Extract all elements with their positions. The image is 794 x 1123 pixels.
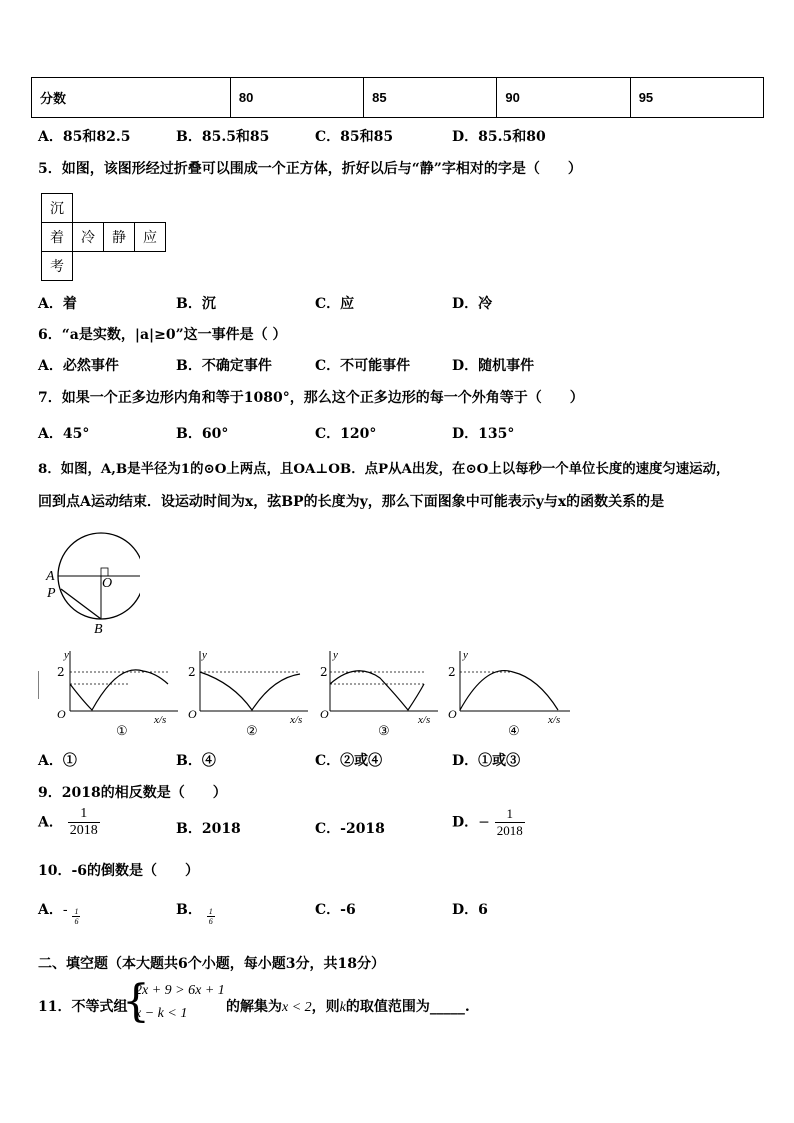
curve (460, 671, 558, 710)
q5-option-d: D．冷 (452, 296, 493, 312)
minus-sign: − (478, 814, 490, 831)
q6-option-c: C．不可能事件 (315, 358, 411, 374)
net-cell: 静 (104, 223, 135, 252)
q8-option-c: C．②或④ (315, 753, 383, 769)
origin-label: O (188, 707, 197, 721)
label-a: A (46, 569, 55, 584)
fraction (72, 907, 80, 926)
net-cell: 冷 (73, 223, 104, 252)
table-cell: 90 (497, 78, 630, 118)
q9-option-a (38, 806, 100, 839)
graph-id: ① (116, 724, 128, 739)
graph-2 (188, 649, 308, 739)
q9-option-d (452, 806, 525, 839)
numerator: 1 (74, 907, 79, 916)
q5-text: 5．如图，该图形经过折叠可以围成一个正方体，折好以后与“静”字相对的字是（ ） (38, 161, 582, 177)
q6-option-b: B．不确定事件 (176, 358, 272, 374)
q7-option-d: D．135° (452, 426, 515, 442)
tick-label-2: 2 (448, 665, 456, 679)
q4-option-b: B．85.5和85 (176, 129, 270, 145)
denominator: 6 (208, 917, 213, 926)
table-cell: 分数 (32, 78, 231, 118)
numerator: 1 (208, 907, 213, 916)
q10-text: 10．-6的倒数是（ ） (38, 863, 200, 879)
q11-text-1: 的解集为 (226, 999, 282, 1015)
q7-option-c: C．120° (315, 426, 377, 442)
label-p: P (47, 586, 56, 601)
circle-figure (40, 525, 140, 635)
graph-1 (57, 649, 178, 739)
x-axis-label: x/s (290, 714, 303, 726)
table-cell: 95 (630, 78, 763, 118)
net-cell: 应 (135, 223, 166, 252)
graph-3 (320, 649, 438, 739)
q5-option-c: C．应 (315, 296, 355, 312)
tick-label-2: 2 (57, 665, 65, 679)
q11-k: k (339, 1000, 346, 1015)
option-prefix: D． (452, 814, 479, 831)
q10-option-b (176, 899, 215, 926)
q7-option-b: B．60° (176, 426, 229, 442)
q9-option-c: C．-2018 (315, 821, 385, 837)
q10-option-d: D．6 (452, 902, 488, 918)
function-graphs (38, 643, 578, 743)
graph-id: ② (246, 724, 258, 739)
q6-option-d: D．随机事件 (452, 358, 535, 374)
table-row (32, 78, 764, 118)
option-prefix: A． (38, 902, 63, 918)
q6-option-a: A．必然事件 (38, 358, 119, 374)
q4-option-c: C．85和85 (315, 129, 394, 145)
graph-id: ④ (508, 724, 520, 739)
denominator: 2018 (69, 823, 98, 838)
q11-inequality-1: 2x + 9 > 6x + 1 (135, 983, 225, 998)
net-cell: 着 (42, 223, 73, 252)
y-label: y (463, 649, 468, 661)
table-cell: 85 (364, 78, 497, 118)
fraction (495, 806, 525, 839)
q7-option-a: A．45° (38, 426, 90, 442)
q4-option-d: D．85.5和80 (452, 129, 546, 145)
q8-text-line2: 回到点A运动结束．设运动时间为x，弦BP的长度为y，那么下面图象中可能表示y与x的函数关系的是 (38, 494, 665, 510)
numerator: 1 (80, 806, 88, 821)
graph-4 (448, 649, 570, 739)
score-table (31, 77, 764, 118)
numerator: 1 (506, 806, 513, 821)
q10-option-a (38, 899, 80, 926)
tick-label-2: 2 (320, 665, 328, 679)
y-label: y (64, 649, 69, 661)
origin-label: O (448, 707, 457, 721)
q11-text-3: 的取值范围为 (345, 999, 430, 1015)
net-cell-top: 沉 (42, 194, 73, 223)
q8-text-line1: 8．如图，A,B是半径为1的⊙O上两点，且OA⊥OB．点P从A出发，在⊙O上以每秒一个单位长度的速度匀速运动， (38, 461, 730, 477)
option-prefix: A． (38, 814, 63, 831)
y-label: y (202, 649, 207, 661)
x-axis-label: x/s (548, 714, 561, 726)
q9-option-b: B．2018 (176, 821, 241, 837)
x-axis-label: x/s (154, 714, 167, 726)
q5-option-a: A．着 (38, 296, 77, 312)
answer-blank[interactable]: _____ (429, 999, 465, 1015)
table-cell: 80 (230, 78, 363, 118)
curve (200, 672, 300, 710)
q6-text: 6．“a是实数，|a|≥0”这一事件是（ ） (38, 327, 287, 343)
q11-prefix: 11．不等式组 (38, 999, 128, 1015)
q8-option-a: A．① (38, 753, 77, 769)
q4-option-a: A．85和82.5 (38, 129, 131, 145)
denominator: 6 (74, 917, 79, 926)
q9-text: 9．2018的相反数是（ ） (38, 785, 227, 801)
label-o: O (102, 576, 113, 591)
fraction (207, 907, 215, 926)
option-prefix: B． (176, 902, 202, 918)
q5-option-b: B．沉 (176, 296, 216, 312)
origin-label: O (57, 707, 66, 721)
label-b: B (94, 622, 103, 635)
q8-option-b: B．④ (176, 753, 216, 769)
q11-middle (226, 996, 470, 1016)
x-axis-label: x/s (418, 714, 431, 726)
q10-option-c: C．-6 (315, 902, 356, 918)
system-brace: { (122, 976, 150, 1027)
tick-label-2: 2 (188, 665, 196, 679)
minus-sign: - (62, 902, 68, 918)
q11-end: . (464, 999, 470, 1015)
y-label: y (333, 649, 338, 661)
q11-solution: x < 2 (282, 1000, 312, 1015)
right-angle-mark (101, 568, 108, 576)
q7-text: 7．如果一个正多边形内角和等于1080°，那么这个正多边形的每一个外角等于（ ） (38, 390, 584, 406)
q8-option-d: D．①或③ (452, 753, 521, 769)
fraction (68, 806, 100, 839)
denominator: 2018 (496, 823, 523, 838)
net-cell-bottom: 考 (42, 252, 73, 281)
q11-inequality-2: x − k < 1 (135, 1006, 188, 1021)
curve (330, 671, 424, 710)
graph-id: ③ (378, 724, 390, 739)
cube-net (41, 193, 166, 281)
section-heading: 二、填空题（本大题共6个小题，每小题3分，共18分） (38, 956, 385, 972)
curve (70, 670, 168, 710)
origin-label: O (320, 707, 329, 721)
q11-text-2: ，则 (311, 999, 340, 1015)
